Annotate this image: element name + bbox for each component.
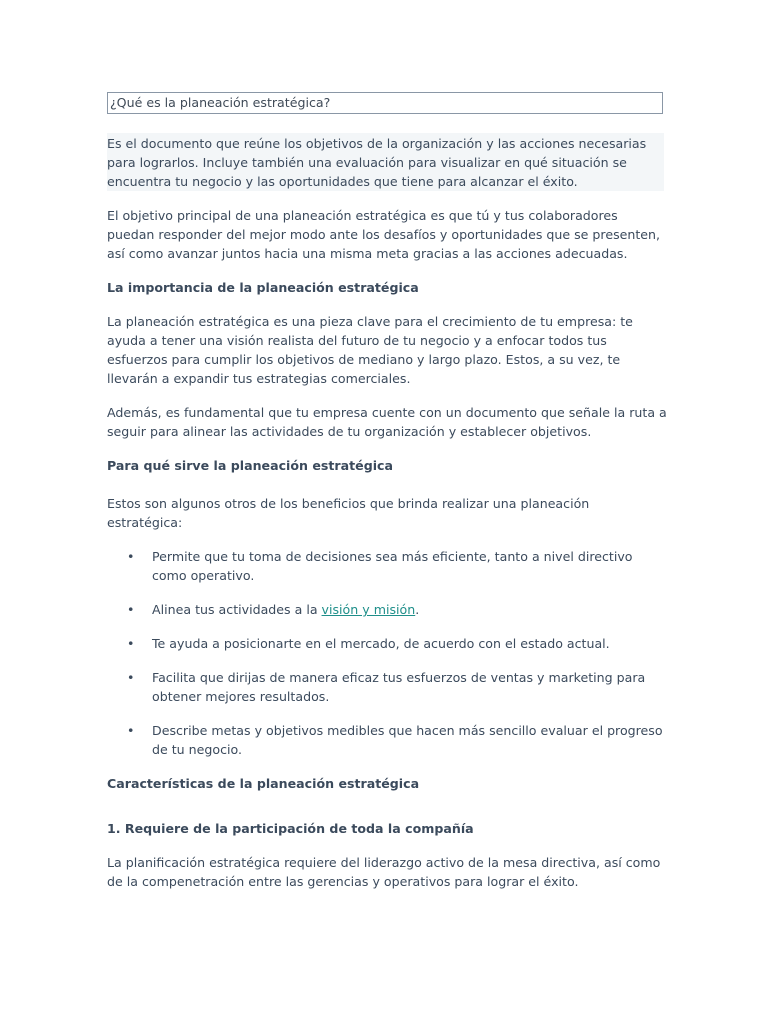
list-item	[107, 547, 667, 585]
list-item	[107, 600, 667, 619]
list-item-text-prefix: Alinea tus actividades a la	[152, 602, 322, 617]
vision-mission-link[interactable]: visión y misión	[321, 602, 416, 617]
intro-highlight	[107, 133, 664, 191]
list-item	[107, 668, 667, 706]
page-title: ¿Qué es la planeación estratégica?	[110, 95, 331, 110]
importance-paragraph-1: La planeación estratégica es una pieza clave para el crecimiento de tu empresa: te ayuda a tener una visión realista del futuro de tu negocio y a enfocar todos tus esfuerzos para cumplir los objetivos de mediano y largo plazo. Estos, a su vez, te llevarán a expandir tus estrategias comerciales.	[107, 314, 633, 386]
importance-paragraph-2: Además, es fundamental que tu empresa cuente con un documento que señale la ruta a seguir para alinear las actividades de tu organización y establecer objetivos.	[107, 405, 667, 439]
bullet-icon: •	[127, 602, 135, 617]
list-item-text: Te ayuda a posicionarte en el mercado, de acuerdo con el estado actual.	[152, 636, 610, 651]
title-box	[107, 92, 663, 114]
heading-characteristics: Características de la planeación estratégica	[107, 776, 420, 791]
list-item	[107, 721, 667, 759]
list-item-text: Describe metas y objetivos medibles que hacen más sencillo evaluar el progreso de tu negocio.	[152, 723, 663, 757]
list-item	[107, 634, 667, 653]
objective-paragraph: El objetivo principal de una planeación estratégica es que tú y tus colaboradores puedan responder del mejor modo ante los desafíos y oportunidades que se presenten, así como avanzar juntos hacia una misma meta gracias a las acciones adecuadas.	[107, 208, 661, 261]
bullet-icon: •	[127, 670, 135, 685]
list-item-text: Permite que tu toma de decisiones sea más eficiente, tanto a nivel directivo como operativo.	[152, 549, 633, 583]
bullet-icon: •	[127, 549, 135, 564]
list-item-text-suffix: .	[415, 602, 420, 617]
participation-paragraph: La planificación estratégica requiere del liderazgo activo de la mesa directiva, así como de la compenetración entre las gerencias y operativos para lograr el éxito.	[107, 855, 661, 889]
benefits-intro: Estos son algunos otros de los beneficios que brinda realizar una planeación estratégica:	[107, 496, 590, 530]
bullet-icon: •	[127, 723, 135, 738]
heading-participation: 1. Requiere de la participación de toda la compañía	[107, 821, 474, 836]
list-item-text: Facilita que dirijas de manera eficaz tus esfuerzos de ventas y marketing para obtener mejores resultados.	[152, 670, 646, 704]
bullet-icon: •	[127, 636, 135, 651]
benefits-list	[107, 547, 667, 759]
heading-importance: La importancia de la planeación estratégica	[107, 280, 419, 295]
intro-paragraph: Es el documento que reúne los objetivos de la organización y las acciones necesarias para lograrlos. Incluye también una evaluación para visualizar en qué situación se encuentra tu negocio y las oportunidades que tiene para alcanzar el éxito.	[107, 136, 647, 189]
heading-purpose: Para qué sirve la planeación estratégica	[107, 458, 393, 473]
document-page	[107, 92, 667, 891]
